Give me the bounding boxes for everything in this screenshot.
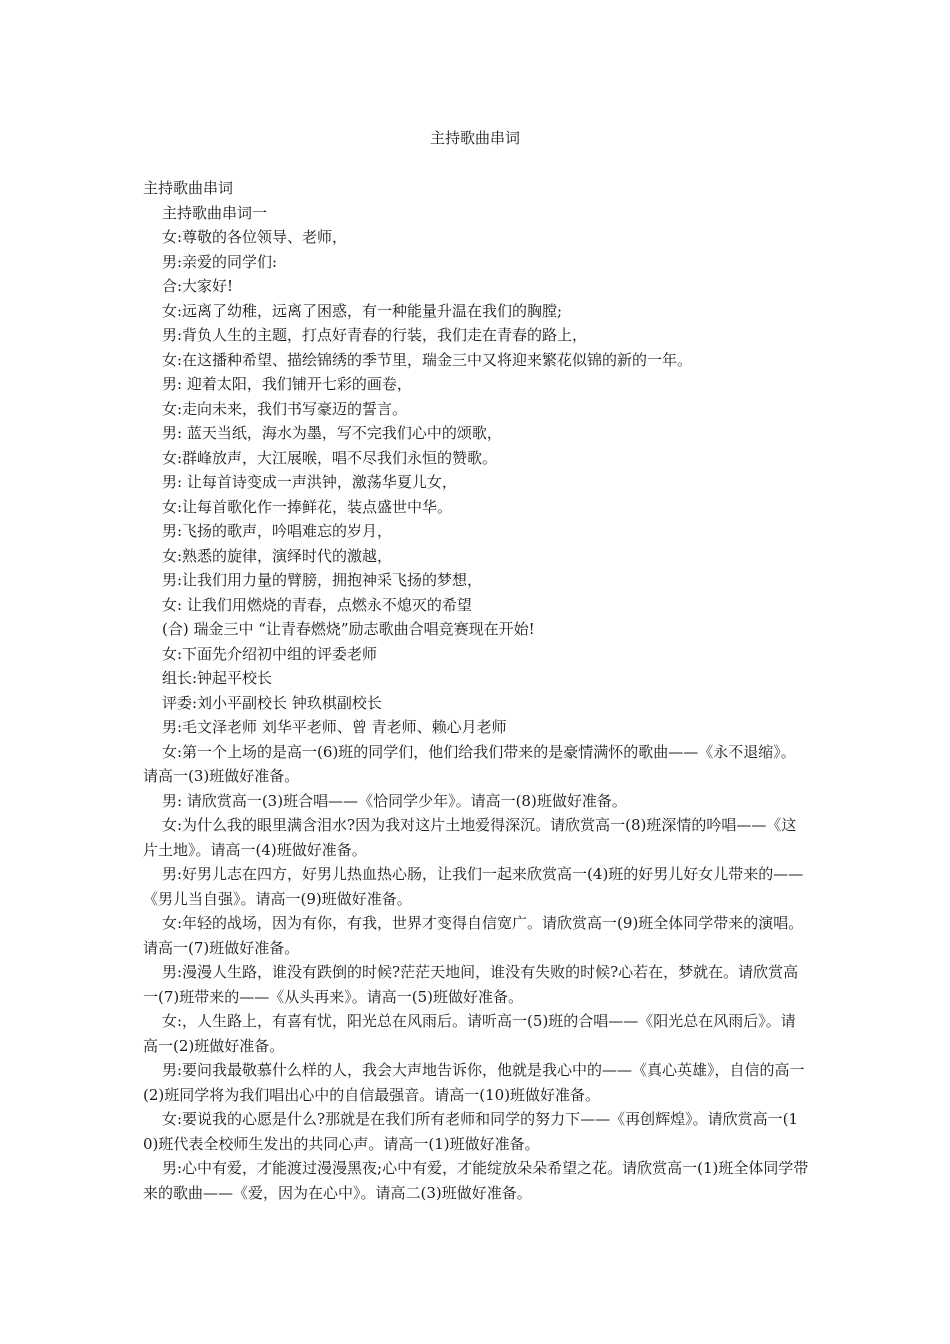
paragraph: 男:好男儿志在四方，好男儿热血热心肠，让我们一起来欣赏高一(4)班的好男儿好女儿带来的——《男儿当自强》。请高一(9)班做好准备。 bbox=[143, 865, 804, 908]
paragraph: 男:背负人生的主题，打点好青春的行装，我们走在青春的路上， bbox=[162, 326, 588, 344]
paragraph: 男: 蓝天当纸，海水为墨，写不完我们心中的颂歌， bbox=[162, 424, 502, 442]
paragraph: 女:走向未来，我们书写豪迈的誓言。 bbox=[162, 399, 408, 418]
paragraph: 男: 让每首诗变成一声洪钟，激荡华夏儿女， bbox=[162, 473, 457, 491]
paragraph: 女:为什么我的眼里满含泪水?因为我对这片土地爱得深沉。请欣赏高一(8)班深情的吟唱——《这片土地》。请高一(4)班做好准备。 bbox=[143, 816, 797, 859]
paragraph: 女:在这播种希望、描绘锦绣的季节里，瑞金三中又将迎来繁花似锦的新的一年。 bbox=[162, 350, 693, 369]
paragraph: 男:亲爱的同学们: bbox=[162, 252, 278, 271]
paragraph: 女: 让我们用燃烧的青春，点燃永不熄灭的希望 bbox=[162, 595, 472, 614]
paragraph: 女:群峰放声，大江展喉，唱不尽我们永恒的赞歌。 bbox=[162, 448, 498, 467]
document-body bbox=[143, 176, 809, 1205]
document-title: 主持歌曲串词 bbox=[429, 129, 520, 147]
paragraph: 女:下面先介绍初中组的评委老师 bbox=[162, 644, 378, 663]
paragraph: 组长:钟起平校长 bbox=[162, 669, 273, 687]
paragraph: 女:熟悉的旋律，演绎时代的激越， bbox=[162, 546, 393, 565]
paragraph: 女:远离了幼稚，远离了困惑，有一种能量升温在我们的胸膛; bbox=[162, 301, 563, 320]
paragraph: (合) 瑞金三中 “让青春燃烧”励志歌曲合唱竞赛现在开始! bbox=[162, 620, 535, 638]
paragraph: 男: 请欣赏高一(3)班合唱——《恰同学少年》。请高一(8)班做好准备。 bbox=[162, 791, 627, 810]
paragraph: 男:让我们用力量的臂膀，拥抱神采飞扬的梦想， bbox=[162, 571, 483, 589]
body-heading: 主持歌曲串词 bbox=[143, 179, 234, 197]
paragraph: 女:年轻的战场，因为有你，有我，世界才变得自信宽广。请欣赏高一(9)班全体同学带来的演唱。请高一(7)班做好准备。 bbox=[143, 914, 804, 957]
paragraph: 男: 迎着太阳，我们铺开七彩的画卷， bbox=[162, 375, 412, 393]
paragraph: 男:毛文泽老师 刘华平老师、曾 青老师、赖心月老师 bbox=[162, 718, 507, 736]
paragraph: 男:要问我最敬慕什么样的人，我会大声地告诉你，他就是我心中的——《真心英雄》，自信的高一(2)班同学将为我们唱出心中的自信最强音。请高一(10)班做好准备。 bbox=[143, 1061, 805, 1104]
paragraph: 男:心中有爱，才能渡过漫漫黑夜;心中有爱，才能绽放朵朵希望之花。请欣赏高一(1)班全体同学带来的歌曲——《爱，因为在心中》。请高二(3)班做好准备。 bbox=[143, 1159, 809, 1202]
paragraph: 评委:刘小平副校长 钟玖棋副校长 bbox=[162, 693, 382, 712]
paragraph: 女:第一个上场的是高一(6)班的同学们，他们给我们带来的是豪情满怀的歌曲——《永不退缩》。请高一(3)班做好准备。 bbox=[143, 742, 796, 785]
paragraph: 女:让每首歌化作一捧鲜花，装点盛世中华。 bbox=[162, 497, 453, 516]
paragraph: 主持歌曲串词一 bbox=[162, 203, 268, 222]
paragraph: 女:，人生路上，有喜有忧，阳光总在风雨后。请听高一(5)班的合唱——《阳光总在风雨后》。请高一(2)班做好准备。 bbox=[143, 1012, 796, 1055]
paragraph: 女:要说我的心愿是什么?那就是在我们所有老师和同学的努力下——《再创辉煌》。请欣赏高一(10)班代表全校师生发出的共同心声。请高一(1)班做好准备。 bbox=[143, 1110, 798, 1153]
paragraph: 合:大家好! bbox=[162, 277, 234, 295]
paragraph: 男:飞扬的歌声，吟唱难忘的岁月， bbox=[162, 522, 393, 540]
paragraph: 女:尊敬的各位领导、老师， bbox=[162, 228, 348, 246]
paragraph: 男:漫漫人生路，谁没有跌倒的时候?茫茫天地间，谁没有失败的时候?心若在，梦就在。请欣赏高一(7)班带来的——《从头再来》。请高一(5)班做好准备。 bbox=[143, 963, 799, 1006]
